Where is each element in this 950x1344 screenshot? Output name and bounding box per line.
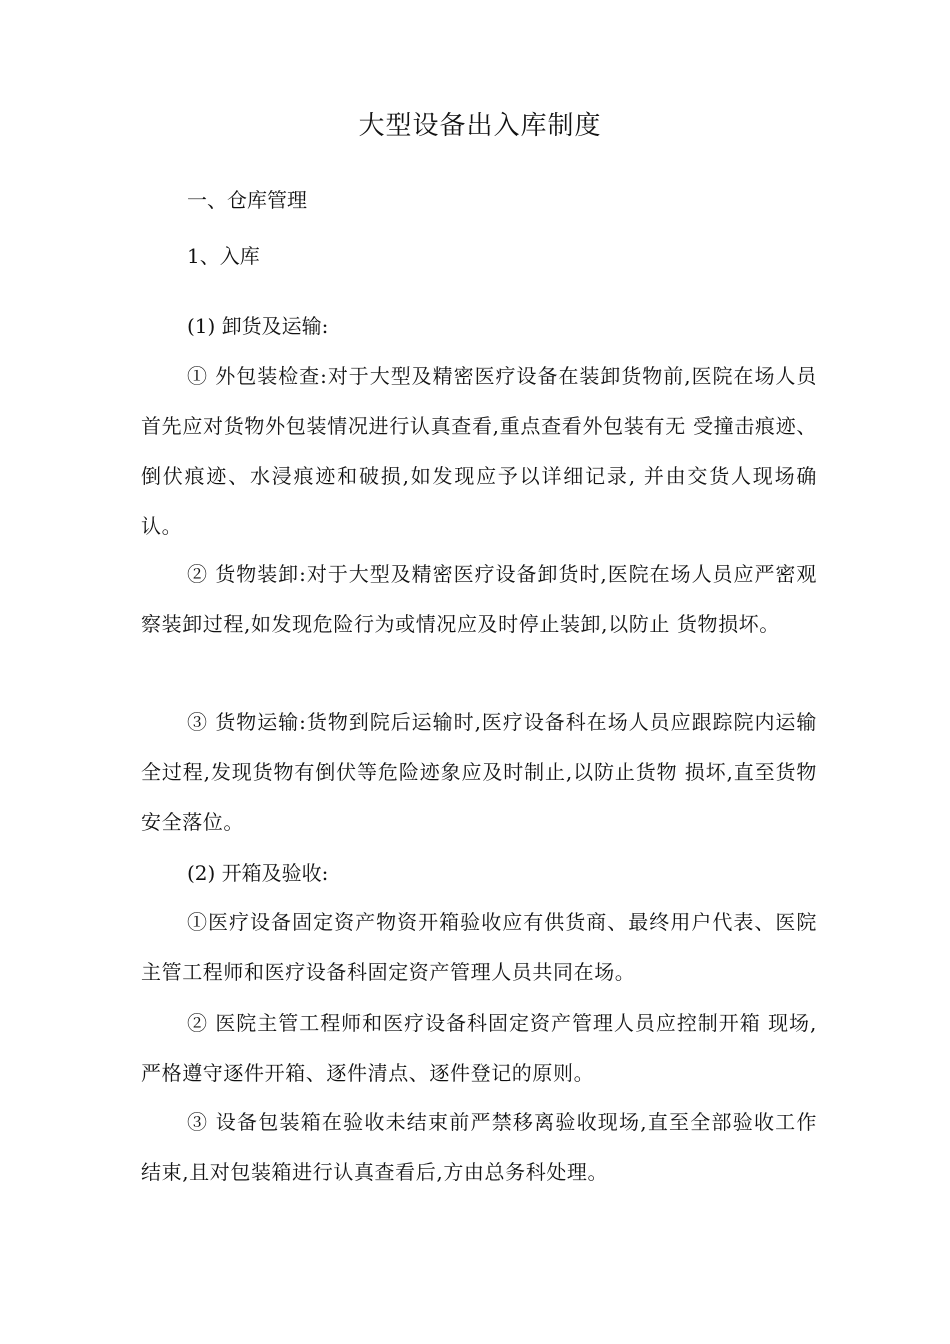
- paragraph-unpacking-control: ② 医院主管工程师和医疗设备科固定资产管理人员应控制开箱 现场,严格遵守逐件开箱、逐件清点、逐件登记的原则。: [141, 1011, 817, 1085]
- paragraph-goods-transport: ③ 货物运输:货物到院后运输时,医疗设备科在场人员应跟踪院内运输全过程,发现货物有倒伏等危险迹象应及时制止,以防止货物 损坏,直至货物安全落位。: [141, 710, 817, 834]
- subsection-heading-inbound: 1、入库: [187, 244, 260, 268]
- paragraph-acceptance-attendees: ①医疗设备固定资产物资开箱验收应有供货商、最终用户代表、医院主管工程师和医疗设备科固定资产管理人员共同在场。: [141, 910, 817, 984]
- paragraph-loading-unloading: ② 货物装卸:对于大型及精密医疗设备卸货时,医院在场人员应严密观察装卸过程,如发现危险行为或情况应及时停止装卸,以防止 货物损坏。: [141, 562, 817, 636]
- section-heading-warehouse-management: 一、仓库管理: [187, 188, 307, 212]
- part-heading-unloading-transport: (1) 卸货及运输:: [187, 314, 329, 338]
- paragraph-packing-box-handling: ③ 设备包装箱在验收未结束前严禁移离验收现场,直至全部验收工作结束,且对包装箱进行认真查看后,方由总务科处理。: [141, 1110, 817, 1184]
- paragraph-packaging-inspection: ① 外包装检查:对于大型及精密医疗设备在装卸货物前,医院在场人员首先应对货物外包装情况进行认真查看,重点查看外包装有无 受撞击痕迹、倒伏痕迹、水浸痕迹和破损,如发现应予以详细记录, 并由交货人现场确认。: [141, 364, 817, 538]
- document-title: 大型设备出入库制度: [358, 111, 602, 141]
- part-heading-unpacking-acceptance: (2) 开箱及验收:: [187, 861, 329, 885]
